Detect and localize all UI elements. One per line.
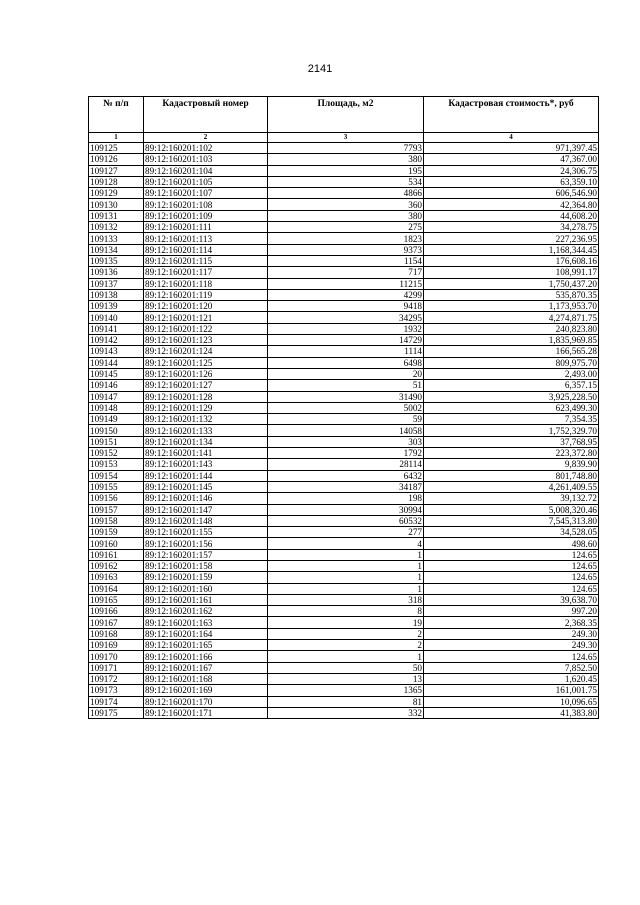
row-cadastral-number: 89:12:160201:120 xyxy=(144,301,268,312)
table-row xyxy=(89,549,599,560)
row-index: 109159 xyxy=(89,527,144,538)
column-number: 4 xyxy=(424,133,599,143)
row-cost: 227,236.95 xyxy=(424,233,599,244)
table-row xyxy=(89,176,599,187)
row-cost: 240,823.80 xyxy=(424,323,599,334)
row-index: 109175 xyxy=(89,707,144,718)
row-index: 109151 xyxy=(89,436,144,447)
row-index: 109129 xyxy=(89,188,144,199)
row-cost: 5,008,320.46 xyxy=(424,504,599,515)
row-area: 51 xyxy=(268,380,424,391)
row-cadastral-number: 89:12:160201:169 xyxy=(144,685,268,696)
row-cost: 161,001.75 xyxy=(424,685,599,696)
row-area: 13 xyxy=(268,673,424,684)
row-cost: 41,383.80 xyxy=(424,707,599,718)
header-cadastral-number: Кадастровый номер xyxy=(144,97,268,133)
row-cost: 124.65 xyxy=(424,572,599,583)
row-cost: 3,925,228.50 xyxy=(424,391,599,402)
row-cost: 124.65 xyxy=(424,549,599,560)
row-index: 109154 xyxy=(89,470,144,481)
row-index: 109140 xyxy=(89,312,144,323)
row-cost: 7,354.35 xyxy=(424,414,599,425)
row-cost: 1,835,969.85 xyxy=(424,335,599,346)
row-area: 318 xyxy=(268,594,424,605)
row-index: 109149 xyxy=(89,414,144,425)
table-row xyxy=(89,448,599,459)
row-area: 6498 xyxy=(268,357,424,368)
row-cost: 37,768.95 xyxy=(424,436,599,447)
row-cost: 44,608.20 xyxy=(424,210,599,221)
row-cost: 34,278.75 xyxy=(424,222,599,233)
table-row xyxy=(89,651,599,662)
row-area: 332 xyxy=(268,707,424,718)
row-area: 1792 xyxy=(268,448,424,459)
row-index: 109127 xyxy=(89,165,144,176)
row-index: 109158 xyxy=(89,515,144,526)
table-row xyxy=(89,470,599,481)
header-area: Площадь, м2 xyxy=(268,97,424,133)
row-index: 109164 xyxy=(89,583,144,594)
row-area: 1 xyxy=(268,549,424,560)
row-area: 50 xyxy=(268,662,424,673)
row-area: 28114 xyxy=(268,459,424,470)
row-area: 195 xyxy=(268,165,424,176)
column-number-row xyxy=(89,133,599,143)
row-area: 4299 xyxy=(268,289,424,300)
row-area: 34187 xyxy=(268,481,424,492)
table-row xyxy=(89,538,599,549)
row-cost: 124.65 xyxy=(424,560,599,571)
row-index: 109138 xyxy=(89,289,144,300)
row-index: 109167 xyxy=(89,617,144,628)
row-cadastral-number: 89:12:160201:148 xyxy=(144,515,268,526)
row-area: 8 xyxy=(268,606,424,617)
row-index: 109163 xyxy=(89,572,144,583)
table-row xyxy=(89,504,599,515)
cadastral-table xyxy=(88,96,599,719)
row-index: 109152 xyxy=(89,448,144,459)
row-index: 109132 xyxy=(89,222,144,233)
table-row xyxy=(89,606,599,617)
row-cadastral-number: 89:12:160201:165 xyxy=(144,640,268,651)
table-row xyxy=(89,335,599,346)
row-index: 109143 xyxy=(89,346,144,357)
table-row xyxy=(89,346,599,357)
table-row xyxy=(89,414,599,425)
row-area: 4866 xyxy=(268,188,424,199)
row-area: 275 xyxy=(268,222,424,233)
row-cost: 623,499.30 xyxy=(424,402,599,413)
row-cost: 809,975.70 xyxy=(424,357,599,368)
table-row xyxy=(89,425,599,436)
row-cadastral-number: 89:12:160201:158 xyxy=(144,560,268,571)
row-index: 109142 xyxy=(89,335,144,346)
row-index: 109171 xyxy=(89,662,144,673)
table-row xyxy=(89,143,599,154)
row-index: 109162 xyxy=(89,560,144,571)
header-row xyxy=(89,97,599,133)
row-cadastral-number: 89:12:160201:122 xyxy=(144,323,268,334)
row-index: 109155 xyxy=(89,481,144,492)
table-row xyxy=(89,673,599,684)
row-area: 4 xyxy=(268,538,424,549)
row-index: 109130 xyxy=(89,199,144,210)
table-row xyxy=(89,244,599,255)
row-cost: 535,870.35 xyxy=(424,289,599,300)
row-cadastral-number: 89:12:160201:167 xyxy=(144,662,268,673)
row-cost: 166,565.28 xyxy=(424,346,599,357)
row-area: 198 xyxy=(268,493,424,504)
row-cadastral-number: 89:12:160201:161 xyxy=(144,594,268,605)
row-cost: 249.30 xyxy=(424,628,599,639)
row-index: 109134 xyxy=(89,244,144,255)
row-area: 1114 xyxy=(268,346,424,357)
row-area: 1 xyxy=(268,651,424,662)
row-index: 109166 xyxy=(89,606,144,617)
row-index: 109174 xyxy=(89,696,144,707)
table-row xyxy=(89,628,599,639)
row-area: 9373 xyxy=(268,244,424,255)
table-row xyxy=(89,493,599,504)
row-index: 109173 xyxy=(89,685,144,696)
header-cost: Кадастровая стоимость*, руб xyxy=(424,97,599,133)
row-cost: 997.20 xyxy=(424,606,599,617)
row-index: 109160 xyxy=(89,538,144,549)
row-cost: 223,372.80 xyxy=(424,448,599,459)
row-cadastral-number: 89:12:160201:114 xyxy=(144,244,268,255)
row-cadastral-number: 89:12:160201:159 xyxy=(144,572,268,583)
row-cost: 2,368.35 xyxy=(424,617,599,628)
table-row xyxy=(89,278,599,289)
row-cost: 4,261,409.55 xyxy=(424,481,599,492)
row-cadastral-number: 89:12:160201:144 xyxy=(144,470,268,481)
row-cadastral-number: 89:12:160201:160 xyxy=(144,583,268,594)
row-index: 109136 xyxy=(89,267,144,278)
row-cost: 9,839.90 xyxy=(424,459,599,470)
row-cadastral-number: 89:12:160201:115 xyxy=(144,255,268,266)
row-area: 1 xyxy=(268,583,424,594)
row-index: 109147 xyxy=(89,391,144,402)
table-row xyxy=(89,617,599,628)
table-row xyxy=(89,707,599,718)
row-cadastral-number: 89:12:160201:162 xyxy=(144,606,268,617)
row-cadastral-number: 89:12:160201:128 xyxy=(144,391,268,402)
row-index: 109170 xyxy=(89,651,144,662)
row-cadastral-number: 89:12:160201:123 xyxy=(144,335,268,346)
row-cadastral-number: 89:12:160201:107 xyxy=(144,188,268,199)
row-cost: 498.60 xyxy=(424,538,599,549)
row-cost: 47,367.00 xyxy=(424,154,599,165)
row-area: 1823 xyxy=(268,233,424,244)
row-area: 59 xyxy=(268,414,424,425)
row-cadastral-number: 89:12:160201:163 xyxy=(144,617,268,628)
row-cadastral-number: 89:12:160201:109 xyxy=(144,210,268,221)
row-cost: 1,750,437.20 xyxy=(424,278,599,289)
row-cost: 7,545,313.80 xyxy=(424,515,599,526)
row-cadastral-number: 89:12:160201:102 xyxy=(144,143,268,154)
row-area: 380 xyxy=(268,210,424,221)
row-cadastral-number: 89:12:160201:166 xyxy=(144,651,268,662)
row-area: 34295 xyxy=(268,312,424,323)
row-cadastral-number: 89:12:160201:134 xyxy=(144,436,268,447)
row-index: 109157 xyxy=(89,504,144,515)
row-index: 109148 xyxy=(89,402,144,413)
row-cadastral-number: 89:12:160201:168 xyxy=(144,673,268,684)
row-cost: 606,546.90 xyxy=(424,188,599,199)
table-row xyxy=(89,459,599,470)
row-index: 109141 xyxy=(89,323,144,334)
table-row xyxy=(89,685,599,696)
table-row xyxy=(89,188,599,199)
row-area: 19 xyxy=(268,617,424,628)
row-cadastral-number: 89:12:160201:141 xyxy=(144,448,268,459)
row-index: 109135 xyxy=(89,255,144,266)
table-row xyxy=(89,527,599,538)
table-row xyxy=(89,289,599,300)
table-row xyxy=(89,583,599,594)
table-row xyxy=(89,515,599,526)
table-row xyxy=(89,233,599,244)
row-area: 1154 xyxy=(268,255,424,266)
row-index: 109137 xyxy=(89,278,144,289)
page-number: 2141 xyxy=(307,63,333,75)
table-row xyxy=(89,154,599,165)
row-cadastral-number: 89:12:160201:125 xyxy=(144,357,268,368)
row-area: 60532 xyxy=(268,515,424,526)
table-row xyxy=(89,594,599,605)
row-index: 109172 xyxy=(89,673,144,684)
row-index: 109165 xyxy=(89,594,144,605)
row-cost: 1,752,329.70 xyxy=(424,425,599,436)
row-area: 360 xyxy=(268,199,424,210)
row-area: 2 xyxy=(268,640,424,651)
table-row xyxy=(89,696,599,707)
row-cadastral-number: 89:12:160201:155 xyxy=(144,527,268,538)
row-cost: 10,096.65 xyxy=(424,696,599,707)
row-cost: 2,493.00 xyxy=(424,368,599,379)
row-cadastral-number: 89:12:160201:145 xyxy=(144,481,268,492)
row-cadastral-number: 89:12:160201:108 xyxy=(144,199,268,210)
table-row xyxy=(89,357,599,368)
row-cadastral-number: 89:12:160201:170 xyxy=(144,696,268,707)
row-cadastral-number: 89:12:160201:146 xyxy=(144,493,268,504)
table-row xyxy=(89,402,599,413)
row-index: 109169 xyxy=(89,640,144,651)
row-cost: 39,132.72 xyxy=(424,493,599,504)
row-area: 1932 xyxy=(268,323,424,334)
row-index: 109144 xyxy=(89,357,144,368)
row-cadastral-number: 89:12:160201:126 xyxy=(144,368,268,379)
row-area: 20 xyxy=(268,368,424,379)
table-row xyxy=(89,210,599,221)
row-area: 534 xyxy=(268,176,424,187)
row-area: 11215 xyxy=(268,278,424,289)
row-index: 109131 xyxy=(89,210,144,221)
table-row xyxy=(89,436,599,447)
table-row xyxy=(89,312,599,323)
row-area: 9418 xyxy=(268,301,424,312)
row-cost: 124.65 xyxy=(424,651,599,662)
row-cadastral-number: 89:12:160201:105 xyxy=(144,176,268,187)
row-cadastral-number: 89:12:160201:119 xyxy=(144,289,268,300)
row-cost: 6,357.15 xyxy=(424,380,599,391)
row-cost: 63,359.10 xyxy=(424,176,599,187)
row-index: 109146 xyxy=(89,380,144,391)
table-row xyxy=(89,255,599,266)
row-index: 109139 xyxy=(89,301,144,312)
row-cost: 108,991.17 xyxy=(424,267,599,278)
table-body xyxy=(89,143,599,719)
row-index: 109128 xyxy=(89,176,144,187)
row-cost: 1,620.45 xyxy=(424,673,599,684)
row-area: 303 xyxy=(268,436,424,447)
row-cadastral-number: 89:12:160201:143 xyxy=(144,459,268,470)
row-area: 81 xyxy=(268,696,424,707)
row-area: 1 xyxy=(268,572,424,583)
table-row xyxy=(89,368,599,379)
table-row xyxy=(89,640,599,651)
row-cost: 42,364.80 xyxy=(424,199,599,210)
row-cost: 124.65 xyxy=(424,583,599,594)
row-index: 109150 xyxy=(89,425,144,436)
column-number: 1 xyxy=(89,133,144,143)
row-cost: 1,168,344.45 xyxy=(424,244,599,255)
table-row xyxy=(89,662,599,673)
row-index: 109133 xyxy=(89,233,144,244)
row-area: 1 xyxy=(268,560,424,571)
table-row xyxy=(89,267,599,278)
row-cost: 249.30 xyxy=(424,640,599,651)
row-cadastral-number: 89:12:160201:171 xyxy=(144,707,268,718)
row-cadastral-number: 89:12:160201:157 xyxy=(144,549,268,560)
row-cadastral-number: 89:12:160201:147 xyxy=(144,504,268,515)
row-cadastral-number: 89:12:160201:118 xyxy=(144,278,268,289)
table-row xyxy=(89,572,599,583)
row-cadastral-number: 89:12:160201:103 xyxy=(144,154,268,165)
table-row xyxy=(89,560,599,571)
row-area: 14058 xyxy=(268,425,424,436)
row-area: 1365 xyxy=(268,685,424,696)
row-area: 7793 xyxy=(268,143,424,154)
table-row xyxy=(89,222,599,233)
row-cost: 39,638.70 xyxy=(424,594,599,605)
row-cadastral-number: 89:12:160201:132 xyxy=(144,414,268,425)
row-cadastral-number: 89:12:160201:156 xyxy=(144,538,268,549)
row-cadastral-number: 89:12:160201:113 xyxy=(144,233,268,244)
row-area: 380 xyxy=(268,154,424,165)
table-row xyxy=(89,199,599,210)
row-index: 109161 xyxy=(89,549,144,560)
row-area: 14729 xyxy=(268,335,424,346)
row-area: 30994 xyxy=(268,504,424,515)
table-row xyxy=(89,380,599,391)
row-area: 277 xyxy=(268,527,424,538)
row-cost: 4,274,871.75 xyxy=(424,312,599,323)
row-cost: 801,748.80 xyxy=(424,470,599,481)
row-index: 109125 xyxy=(89,143,144,154)
row-cadastral-number: 89:12:160201:164 xyxy=(144,628,268,639)
row-cost: 176,608.16 xyxy=(424,255,599,266)
column-number: 2 xyxy=(144,133,268,143)
column-number: 3 xyxy=(268,133,424,143)
row-index: 109145 xyxy=(89,368,144,379)
row-cost: 1,173,953.70 xyxy=(424,301,599,312)
table-row xyxy=(89,391,599,402)
row-cost: 24,306.75 xyxy=(424,165,599,176)
row-cadastral-number: 89:12:160201:129 xyxy=(144,402,268,413)
header-index: № п/п xyxy=(89,97,144,133)
row-index: 109153 xyxy=(89,459,144,470)
table-row xyxy=(89,323,599,334)
row-area: 717 xyxy=(268,267,424,278)
row-cadastral-number: 89:12:160201:111 xyxy=(144,222,268,233)
row-index: 109168 xyxy=(89,628,144,639)
table-row xyxy=(89,481,599,492)
row-cadastral-number: 89:12:160201:133 xyxy=(144,425,268,436)
row-area: 31490 xyxy=(268,391,424,402)
row-area: 6432 xyxy=(268,470,424,481)
row-index: 109156 xyxy=(89,493,144,504)
row-index: 109126 xyxy=(89,154,144,165)
row-cadastral-number: 89:12:160201:121 xyxy=(144,312,268,323)
table-row xyxy=(89,165,599,176)
row-cadastral-number: 89:12:160201:127 xyxy=(144,380,268,391)
row-cost: 971,397.45 xyxy=(424,143,599,154)
row-area: 2 xyxy=(268,628,424,639)
row-cadastral-number: 89:12:160201:117 xyxy=(144,267,268,278)
table-row xyxy=(89,301,599,312)
row-cost: 7,852.50 xyxy=(424,662,599,673)
row-area: 5002 xyxy=(268,402,424,413)
row-cost: 34,528.05 xyxy=(424,527,599,538)
row-cadastral-number: 89:12:160201:104 xyxy=(144,165,268,176)
row-cadastral-number: 89:12:160201:124 xyxy=(144,346,268,357)
